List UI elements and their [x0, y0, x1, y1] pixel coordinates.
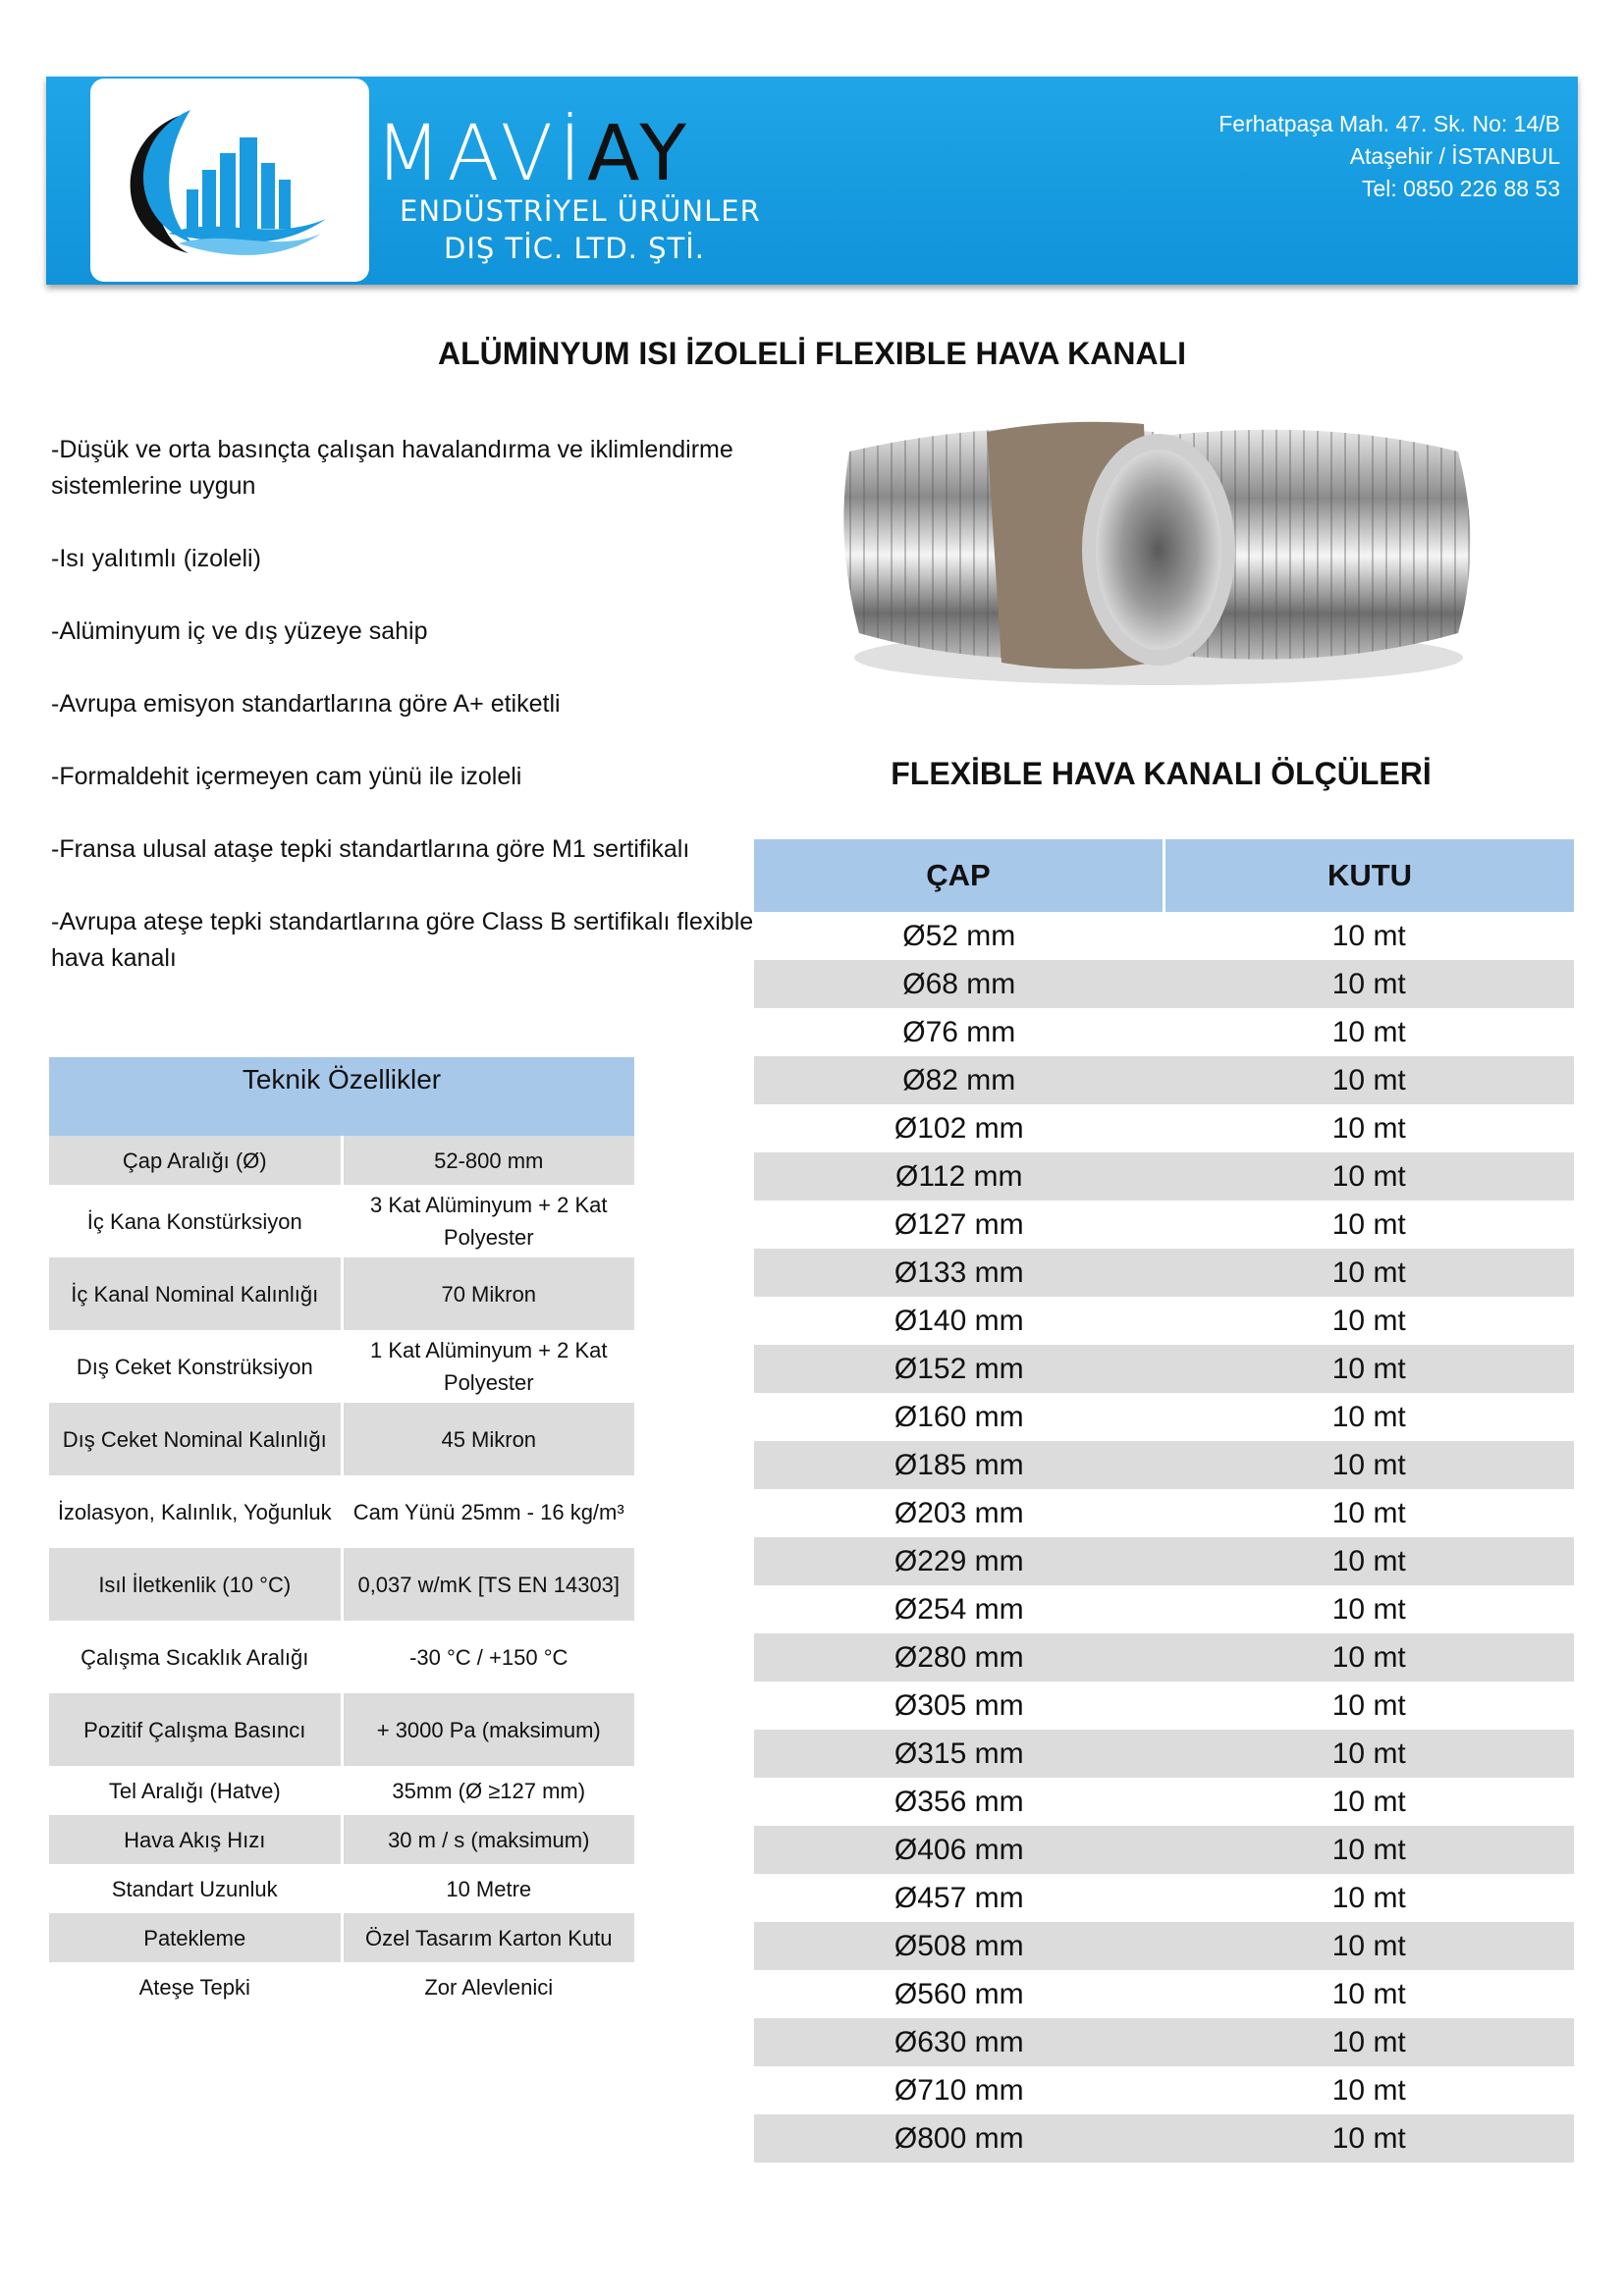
column-header-diameter: ÇAP	[754, 839, 1164, 912]
spec-value: 70 Mikron	[342, 1257, 634, 1330]
table-row	[754, 1201, 1574, 1249]
box-cell: 10 mt	[1164, 1826, 1575, 1874]
table-row	[754, 1874, 1574, 1922]
diameter-cell: Ø457 mm	[893, 1881, 1024, 1914]
diameter-cell: Ø152 mm	[754, 1345, 1164, 1393]
box-cell: 10 mt	[1331, 1304, 1406, 1337]
spec-value: 10 Metre	[446, 1876, 532, 1901]
company-address	[1218, 108, 1560, 205]
table-row	[754, 2066, 1574, 2114]
table-row	[754, 1489, 1574, 1537]
box-cell: 10 mt	[1164, 1633, 1575, 1682]
diameter-cell: Ø406 mm	[754, 1826, 1164, 1874]
spec-value: 35mm (Ø ≥127 mm)	[392, 1778, 586, 1803]
spec-value: -30 °C / +150 °C	[409, 1644, 568, 1670]
spec-value: 45 Mikron	[342, 1403, 634, 1475]
diameter-cell: Ø280 mm	[754, 1633, 1164, 1682]
feature-item: -Isı yalıtımlı (izoleli)	[51, 545, 261, 572]
box-cell: 10 mt	[1331, 2073, 1406, 2107]
brand-name-accent: AY	[587, 110, 692, 198]
box-cell: 10 mt	[1331, 1015, 1406, 1048]
diameter-cell: Ø356 mm	[893, 1785, 1024, 1818]
spec-value: Cam Yünü 25mm - 16 kg/m³	[352, 1499, 624, 1524]
diameter-cell: Ø800 mm	[754, 2114, 1164, 2163]
box-cell: 10 mt	[1331, 1592, 1406, 1626]
box-cell: 10 mt	[1164, 1056, 1575, 1104]
table-row	[754, 1297, 1574, 1345]
feature-item: -Alüminyum iç ve dış yüzeye sahip	[51, 617, 428, 645]
spec-label: İç Kana Konstürksiyon	[49, 1185, 342, 1257]
box-cell: 10 mt	[1331, 1688, 1406, 1722]
box-cell: 10 mt	[1164, 1249, 1575, 1297]
diameter-cell: Ø82 mm	[754, 1056, 1164, 1104]
table-row	[754, 1152, 1574, 1201]
header-banner	[46, 77, 1578, 285]
spec-label: İç Kanal Nominal Kalınlığı	[49, 1257, 342, 1330]
table-row	[754, 1104, 1574, 1152]
spec-value: 30 m / s (maksimum)	[342, 1815, 634, 1864]
diameter-cell: Ø315 mm	[754, 1730, 1164, 1778]
spec-label: Standart Uzunluk	[49, 1864, 342, 1913]
diameter-cell: Ø140 mm	[893, 1304, 1024, 1337]
table-row	[754, 1345, 1574, 1393]
logo-icon	[110, 96, 346, 268]
spec-label: Isıl İletkenlik (10 °C)	[49, 1548, 342, 1621]
diameter-cell: Ø508 mm	[754, 1922, 1164, 1970]
feature-item: -Düşük ve orta basınçta çalışan havalandırma ve iklimlendirme sistemlerine uygun	[51, 436, 733, 500]
box-cell: 10 mt	[1164, 2018, 1575, 2066]
sizes-title: FLEXİBLE HAVA KANALI ÖLÇÜLERİ	[891, 756, 1432, 791]
table-row	[754, 1393, 1574, 1441]
diameter-cell: Ø127 mm	[893, 1207, 1024, 1241]
spec-value: Özel Tasarım Karton Kutu	[342, 1913, 634, 1962]
box-cell: 10 mt	[1331, 1207, 1406, 1241]
spec-label: Pozitif Çalışma Basıncı	[49, 1693, 342, 1766]
table-row	[754, 1008, 1574, 1056]
table-row	[754, 1922, 1574, 1970]
column-header-box: KUTU	[1164, 839, 1575, 912]
diameter-cell: Ø112 mm	[754, 1152, 1164, 1201]
table-row	[49, 1185, 634, 1257]
box-cell: 10 mt	[1331, 1111, 1406, 1145]
spec-label: Dış Ceket Nominal Kalınlığı	[49, 1403, 342, 1475]
spec-label: Çalışma Sıcaklık Aralığı	[49, 1621, 342, 1693]
specs-table	[49, 1057, 634, 2011]
table-row	[49, 1962, 634, 2011]
table-row	[49, 1864, 634, 1913]
table-row	[754, 912, 1574, 960]
diameter-cell: Ø229 mm	[754, 1537, 1164, 1585]
diameter-cell: Ø710 mm	[893, 2073, 1024, 2107]
table-row	[49, 1257, 634, 1330]
table-row	[49, 1403, 634, 1475]
spec-value: 52-800 mm	[342, 1136, 634, 1185]
table-row	[49, 1621, 634, 1693]
box-cell: 10 mt	[1164, 1441, 1575, 1489]
diameter-cell: Ø203 mm	[893, 1496, 1024, 1529]
table-row	[754, 1826, 1574, 1874]
feature-item: -Avrupa emisyon standartlarına göre A+ etiketli	[51, 690, 561, 718]
spec-label: Patekleme	[49, 1913, 342, 1962]
table-row	[49, 1913, 634, 1962]
page-title: ALÜMİNYUM ISI İZOLELİ FLEXIBLE HAVA KANALI	[437, 336, 1187, 371]
table-header-row	[754, 839, 1574, 912]
diameter-cell: Ø185 mm	[754, 1441, 1164, 1489]
box-cell: 10 mt	[1164, 1730, 1575, 1778]
table-row	[754, 1682, 1574, 1730]
diameter-cell: Ø52 mm	[902, 919, 1016, 952]
phone-number: Tel: 0850 226 88 53	[1361, 176, 1560, 201]
diameter-cell: Ø160 mm	[893, 1400, 1024, 1433]
box-cell: 10 mt	[1164, 1345, 1575, 1393]
table-row	[49, 1815, 634, 1864]
spec-value: 1 Kat Alüminyum + 2 Kat Polyester	[369, 1338, 608, 1395]
table-row	[49, 1136, 634, 1185]
company-logo	[90, 79, 369, 282]
box-cell: 10 mt	[1331, 1496, 1406, 1529]
table-row	[754, 2114, 1574, 2163]
spec-value: 0,037 w/mK [TS EN 14303]	[342, 1548, 634, 1621]
table-row	[754, 1441, 1574, 1489]
feature-item: -Avrupa ateşe tepki standartlarına göre Class B sertifikalı flexible hava kanalı	[51, 908, 754, 972]
table-row	[754, 2018, 1574, 2066]
diameter-cell: Ø68 mm	[754, 960, 1164, 1008]
table-row	[49, 1766, 634, 1815]
diameter-cell: Ø560 mm	[893, 1977, 1024, 2010]
table-row	[754, 960, 1574, 1008]
table-row	[754, 1730, 1574, 1778]
brand-subtitle-line2: DIŞ TİC. LTD. ŞTİ.	[444, 232, 706, 265]
diameter-cell: Ø254 mm	[893, 1592, 1024, 1626]
box-cell: 10 mt	[1331, 1785, 1406, 1818]
brand-name	[375, 110, 692, 198]
box-cell: 10 mt	[1164, 1537, 1575, 1585]
feature-item: -Fransa ulusal ataşe tepki standartlarına göre M1 sertifikalı	[51, 835, 690, 863]
diameter-cell: Ø102 mm	[893, 1111, 1024, 1145]
box-cell: 10 mt	[1164, 1152, 1575, 1201]
sizes-table	[754, 839, 1574, 2163]
diameter-cell: Ø76 mm	[902, 1015, 1016, 1048]
table-row	[754, 1056, 1574, 1104]
spec-label: Dış Ceket Konstrüksiyon	[49, 1330, 342, 1403]
table-row	[49, 1693, 634, 1766]
box-cell: 10 mt	[1164, 1922, 1575, 1970]
table-row	[49, 1475, 634, 1548]
table-row	[49, 1330, 634, 1403]
table-row	[754, 1970, 1574, 2018]
spec-value: Zor Alevlenici	[424, 1974, 554, 2000]
table-row	[754, 1249, 1574, 1297]
address-city: Ataşehir / İSTANBUL	[1349, 143, 1560, 169]
spec-label: Çap Aralığı (Ø)	[49, 1136, 342, 1185]
box-cell: 10 mt	[1331, 919, 1406, 952]
specs-table-heading: Teknik Özellikler	[49, 1057, 634, 1136]
diameter-cell: Ø133 mm	[754, 1249, 1164, 1297]
spec-label: İzolasyon, Kalınlık, Yoğunluk	[49, 1475, 342, 1548]
diameter-cell: Ø305 mm	[893, 1688, 1024, 1722]
table-row	[754, 1633, 1574, 1682]
brand-subtitle-line1: ENDÜSTRİYEL ÜRÜNLER	[400, 194, 761, 228]
spec-value: + 3000 Pa (maksimum)	[342, 1693, 634, 1766]
box-cell: 10 mt	[1331, 1400, 1406, 1433]
product-image	[830, 412, 1488, 702]
feature-item: -Formaldehit içermeyen cam yünü ile izoleli	[51, 763, 522, 790]
box-cell: 10 mt	[1164, 2114, 1575, 2163]
spec-label: Hava Akış Hızı	[49, 1815, 342, 1864]
brand-name-main: MAVİ	[375, 110, 588, 198]
spec-value: 3 Kat Alüminyum + 2 Kat Polyester	[369, 1193, 608, 1250]
address-line: Ferhatpaşa Mah. 47. Sk. No: 14/B	[1218, 111, 1560, 136]
box-cell: 10 mt	[1331, 1977, 1406, 2010]
spec-label: Tel Aralığı (Hatve)	[49, 1766, 342, 1815]
box-cell: 10 mt	[1164, 960, 1575, 1008]
table-row	[49, 1548, 634, 1621]
diameter-cell: Ø630 mm	[754, 2018, 1164, 2066]
feature-list	[51, 432, 758, 1013]
spec-label: Ateşe Tepki	[49, 1962, 342, 2011]
table-row	[754, 1585, 1574, 1633]
box-cell: 10 mt	[1331, 1881, 1406, 1914]
table-row	[754, 1778, 1574, 1826]
table-row	[754, 1537, 1574, 1585]
